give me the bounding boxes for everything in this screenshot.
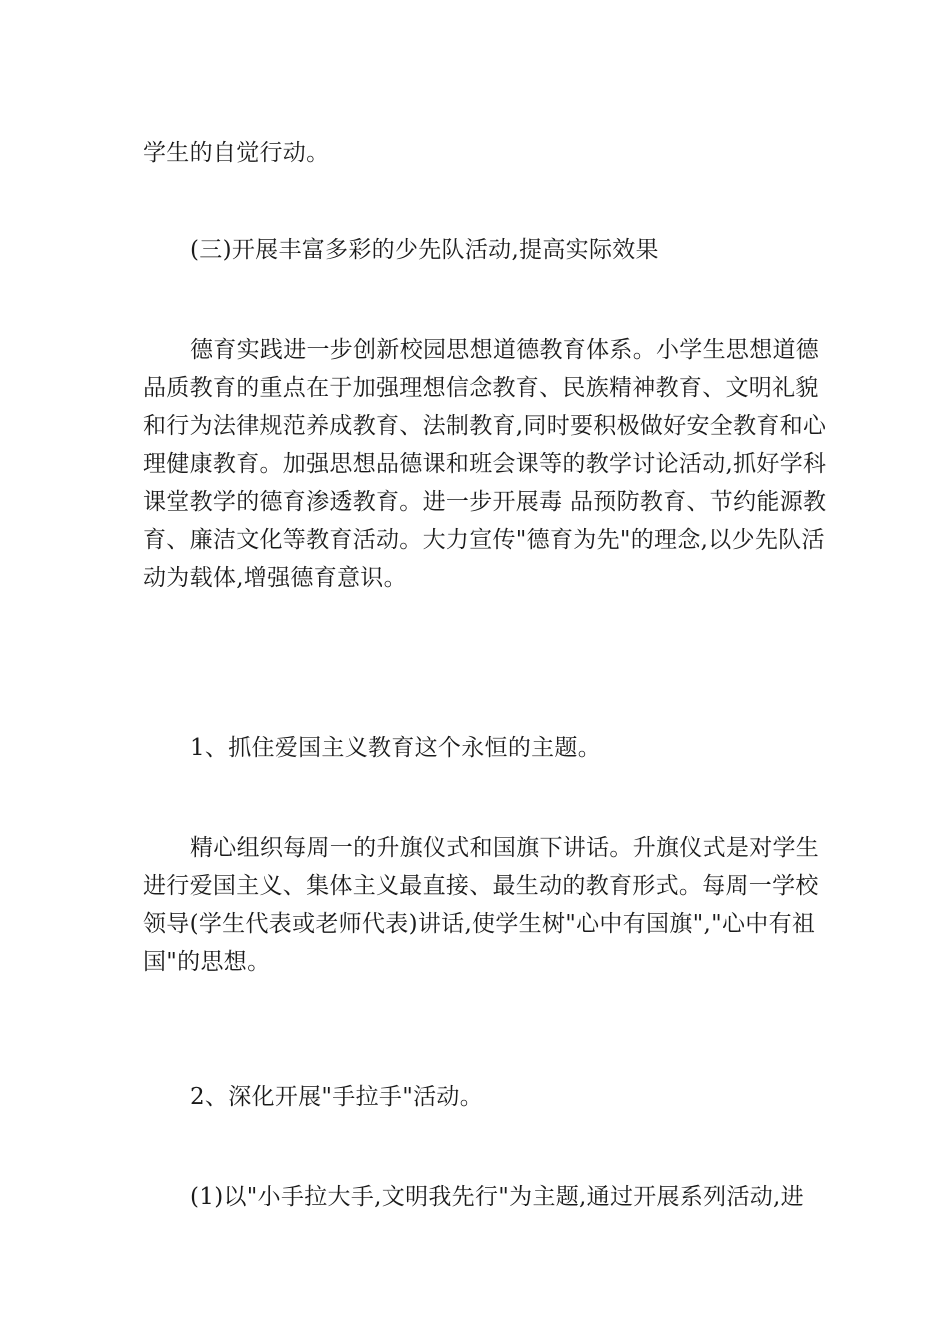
text-line: 品质教育的重点在于加强理想信念教育、民族精神教育、文明礼貌 xyxy=(143,375,819,401)
section-heading xyxy=(143,233,813,268)
text-line: 进行爱国主义、集体主义最直接、最生动的教育形式。每周一学校 xyxy=(143,873,819,899)
text-line: 育、廉洁文化等教育活动。大力宣传"德育为先"的理念,以少先队活 xyxy=(143,527,825,553)
text-line: 德育实践进一步创新校园思想道德教育体系。小学生思想道德 xyxy=(190,337,820,363)
paragraph-hand-in-hand xyxy=(143,1180,813,1215)
text-line: 理健康教育。加强思想品德课和班会课等的教学讨论活动,抓好学科 xyxy=(143,451,827,477)
subheading-1 xyxy=(143,731,813,766)
paragraph-continuation xyxy=(143,136,813,171)
text-line: 领导(学生代表或老师代表)讲话,使学生树"心中有国旗","心中有祖 xyxy=(143,911,816,937)
text-line: 课堂教学的德育渗透教育。进一步开展毒 品预防教育、节约能源教 xyxy=(143,489,827,515)
paragraph-flag-ceremony xyxy=(143,831,820,980)
heading-text: (三)开展丰富多彩的少先队活动,提高实际效果 xyxy=(190,237,659,263)
paragraph-moral-education xyxy=(143,333,827,596)
text-line: 精心组织每周一的升旗仪式和国旗下讲话。升旗仪式是对学生 xyxy=(190,835,820,861)
text-line: 学生的自觉行动。 xyxy=(143,140,330,166)
text-line: (1)以"小手拉大手,文明我先行"为主题,通过开展系列活动,进 xyxy=(190,1184,804,1210)
text-line: 动为载体,增强德育意识。 xyxy=(143,565,407,591)
subheading-text: 2、深化开展"手拉手"活动。 xyxy=(190,1084,483,1110)
subheading-text: 1、抓住爱国主义教育这个永恒的主题。 xyxy=(190,735,602,761)
text-line: 和行为法律规范养成教育、法制教育,同时要积极做好安全教育和心 xyxy=(143,413,827,439)
text-line: 国"的思想。 xyxy=(143,949,271,975)
subheading-2 xyxy=(143,1080,813,1115)
